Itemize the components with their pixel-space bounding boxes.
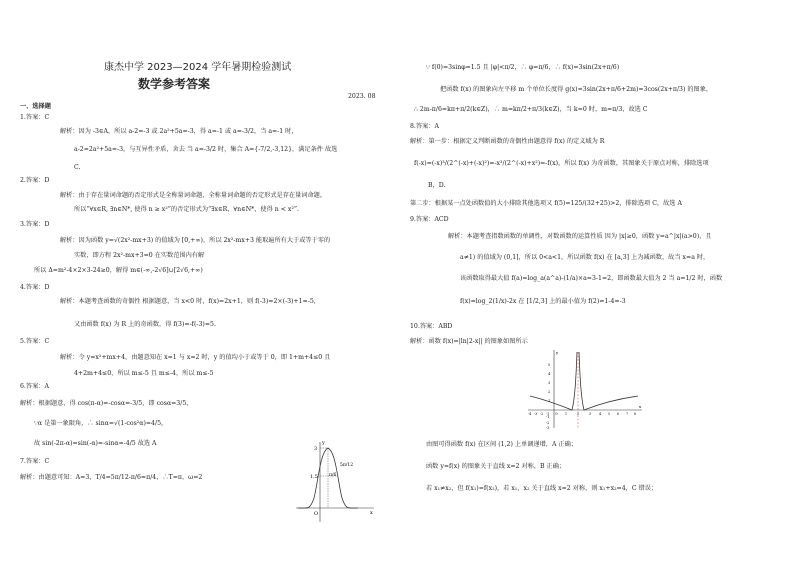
curve-left <box>530 352 577 410</box>
solution-line: 解析：函数 f(x)=|ln|2-x|| 的图象如图所示 <box>410 338 528 345</box>
answer-6: 6.答案：A <box>20 383 49 390</box>
x-tick: 4 <box>599 412 602 416</box>
solution-line: f(-x)=(-x)³/(2^(-x)+(-x)²)=-x³/(2^(-x)+x²)=-f(x)，所以 f(x) 为奇函数，其图象关于原点对称，排除选项 <box>414 160 709 167</box>
x-axis-label: x <box>370 510 373 516</box>
x-tick: 7 <box>626 412 629 416</box>
x-tick: 2 <box>577 412 580 416</box>
x-tick: 5 <box>608 412 611 416</box>
y-tick: 1 <box>548 399 551 403</box>
solution-line: a-2=2a²+5a=-3，与互异性矛盾，舍去 当 a=-3/2 时，集合 A={-7/2,-3,12}，满足条件 故选 <box>74 146 338 153</box>
solution-line: 解析：本题考查指数函数的单调性，对数函数的运算性质 因为 |x|≥0，函数 y=a^|x|(a>0)，且 <box>448 233 712 240</box>
x-tick: 1 <box>565 412 568 416</box>
answer-5: 5.答案：C <box>20 338 50 345</box>
solution-line: 所以“∀x∈R, ∃n∈N*, 使得 n ≥ x²”的否定形式为“∃x∈R，∀n∈N*，使得 n < x²”. <box>74 206 299 213</box>
y-axis-label: y <box>556 350 559 355</box>
solution-line: ∵α 是第一象限角，∴ sinα=√(1-cos²α)=4/5， <box>34 420 168 427</box>
solution-line: 解析：令 y=x²+mx+4，由题意知在 x=1 与 x=2 时，y 的值均小于或等于 0，即 1+m+4≤0 且 <box>60 354 331 361</box>
document-title: 康杰中学 2023—2024 学年暑期检验测试 <box>104 62 292 73</box>
y-tick: 2 <box>548 390 551 394</box>
solution-line: 第二步：根据某一点处函数值的大小排除其他选项又 f(5)=125/(32+25)>2，排除选项 C，故选 A <box>410 200 682 207</box>
document-date: 2023. 08 <box>348 93 376 100</box>
y-tick-3: 3 <box>314 446 318 452</box>
solution-line: 所以 Δ=m²-4×2×3-24≥0，解得 m∈(-∞,-2√6]∪[2√6,+∞) <box>34 267 203 274</box>
sine-graph-figure <box>290 438 376 524</box>
x-tick: -2 <box>540 412 544 416</box>
x-tick: -4 <box>528 412 532 416</box>
solution-line: 实数，即方程 2x²-mx+3=0 在实数范围内有解 <box>74 252 205 259</box>
solution-line: 若 x₁≠x₂，但 f(x₁)=f(x₂)，若 x₁，x₂ 关于直线 x=2 对称，则 x₁+x₂=4，C 错误； <box>426 485 658 492</box>
answer-9: 9.答案：ACD <box>410 216 449 223</box>
answer-3: 3.答案：D <box>20 221 50 228</box>
solution-line: 解析：因为 -3∈A，所以 a-2=-3 或 2a²+5a=-3，得 a=-1 或 a=-3/2，当 a=-1 时， <box>60 128 298 135</box>
origin-label: O <box>555 412 558 416</box>
section-heading: 一、选择题 <box>20 103 51 110</box>
x-tick: 6 <box>617 412 620 416</box>
solution-line: 故 sin(-2π-α)=sin(-α)=-sinα=-4/5 故选 A <box>34 440 157 447</box>
x-tick-5pi12: 5π/12 <box>340 463 354 468</box>
y-tick: 5 <box>548 363 551 367</box>
solution-line: 解析：由于存在量词命题的否定形式是全称量词命题，全称量词命题的否定形式是存在量词命题， <box>60 192 327 199</box>
solution-line: 解析：第一步：根据定义判断函数的奇偶性由题意得 f(x) 的定义域为 R <box>410 138 605 145</box>
solution-line: f(x)=log_2(1/x)-2x 在 [1/2,3] 上的最小值为 f(2)=1-4=-3 <box>460 298 626 305</box>
solution-line: 该函数取得最大值 f(a)=log_a(a^a)-(1/a)×a=3-1=2，即函数最大值为 2 当 a=1/2 时，函数 <box>460 275 723 282</box>
x-tick: 8 <box>634 412 637 416</box>
solution-line: 又由函数 f(x) 为 R 上的奇函数，得 f(3)=-f(-3)=5. <box>74 321 216 328</box>
origin-label: O <box>314 511 319 517</box>
x-axis-label: x <box>639 404 642 409</box>
solution-line: 由图可得函数 f(x) 在区间 (1,2) 上单调递增，A 正确； <box>426 441 577 448</box>
y-tick: -1 <box>546 415 550 419</box>
y-tick: 3 <box>548 381 551 385</box>
solution-line: ∴ 2m-π/6=kπ+π/2(k∈Z)，∴ m=kπ/2+π/3(k∈Z)，当 k=0 时，m=π/3，故选 C <box>414 106 648 113</box>
y-tick: -3 <box>546 426 550 430</box>
x-tick: 3 <box>589 412 592 416</box>
answer-8: 8.答案：A <box>410 123 439 130</box>
x-tick: -3 <box>534 412 538 416</box>
y-axis-label: y <box>322 440 325 446</box>
solution-line: B，D. <box>428 182 446 189</box>
x-tick-pi6: π/6 <box>329 473 337 478</box>
curve-right <box>579 352 638 410</box>
solution-line: 解析：本题考查函数的奇偶性 根据题意，当 x<0 时，f(x)=2x+1，则 f(-3)=2×(-3)+1=-5， <box>60 298 320 305</box>
y-tick: -2 <box>546 421 550 425</box>
log-abs-graph-figure <box>526 348 644 430</box>
answer-7: 7.答案：C <box>20 458 50 465</box>
x-tick: -1 <box>546 412 550 416</box>
y-tick: 4 <box>548 372 551 376</box>
solution-line: 4+2m+4≤0，所以 m≤-5 且 m≤-4，所以 m≤-5 <box>74 370 214 377</box>
solution-line: 解析：根据题意，得 cos(π-α)=-cosα=-3/5，即 cosα=3/5， <box>20 400 193 407</box>
solution-line: 解析：因为函数 y=√(2x²-mx+3) 的值域为 [0,+∞)，所以 2x²-mx+3 能取遍所有大于或等于零的 <box>60 237 331 244</box>
answer-4: 4.答案：D <box>20 284 50 291</box>
answer-1: 1.答案：C <box>20 114 50 121</box>
solution-line: 解析：由题意可知：A=3，T/4=5π/12-π/6=π/4，∴T=π，ω=2 <box>20 474 203 481</box>
solution-line: ∵ f(0)=3sinφ=1.5 且 |φ|<π/2，∴ φ=π/6，∴ f(x)=3sin(2x+π/6) <box>426 64 620 71</box>
solution-line: a≠1) 的值域为 (0,1]，所以 0<a<1，所以函数 f(x) 在 [a,3] 上为减函数，故当 x=a 时， <box>460 254 710 261</box>
solution-line: 把函数 f(x) 的图象向左平移 m 个单位长度得 g(x)=3sin(2x+π/6+2m)=3cos(2x+π/3) 的图象， <box>440 86 713 93</box>
solution-line: C. <box>74 164 81 171</box>
y-tick-1-5: 1.5 <box>310 474 318 480</box>
answer-10: 10.答案：ABD <box>410 323 453 330</box>
solution-line: 函数 y=f(x) 的图象关于直线 x=2 对称，B 正确； <box>426 463 566 470</box>
document-subtitle: 数学参考答案 <box>138 77 211 91</box>
answer-2: 2.答案：D <box>20 177 50 184</box>
